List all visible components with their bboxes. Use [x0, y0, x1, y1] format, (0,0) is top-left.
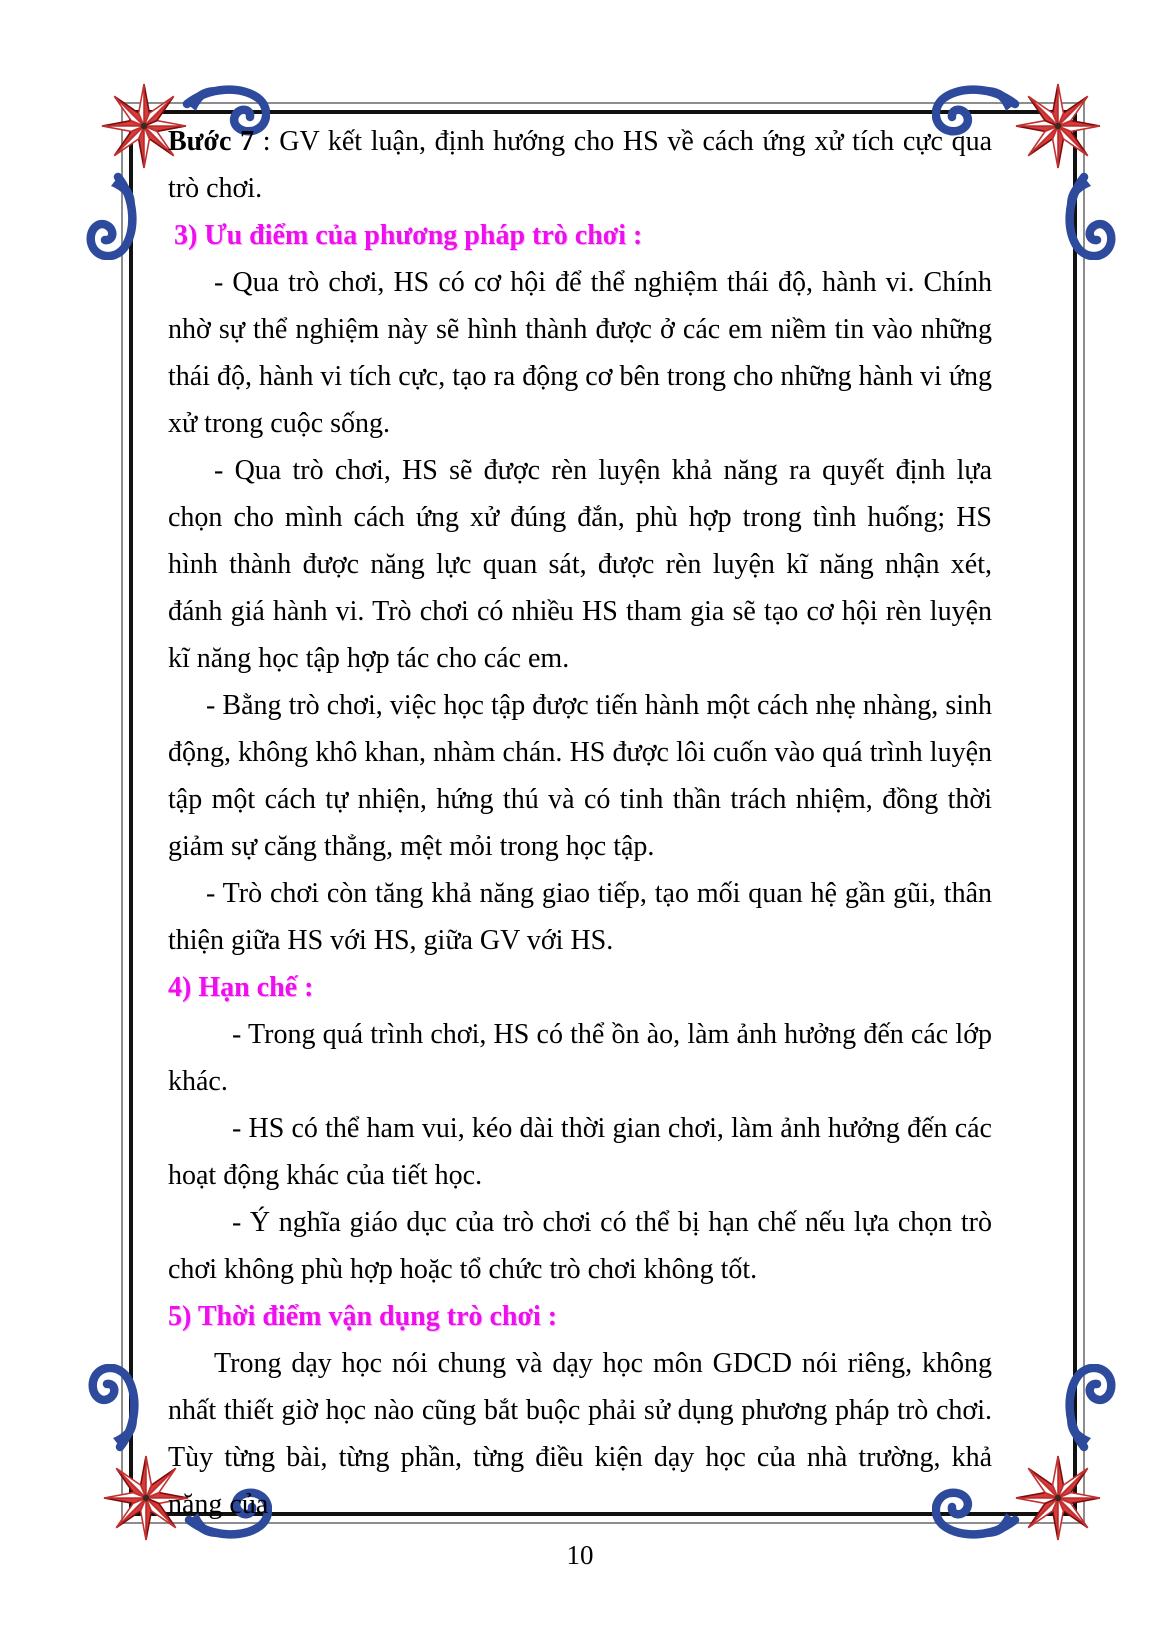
paragraph-uu-diem-1: - Qua trò chơi, HS có cơ hội để thể nghiệm thái độ, hành vi. Chính nhờ sự thể nghiệm này sẽ hình thành được ở các em niềm tin vào những thái độ, hành vi tích cực, tạo ra động cơ bên trong cho những hành vi ứng xử trong cuộc sống.: [168, 267, 992, 439]
floral-scroll-icon: [1067, 177, 1111, 256]
heading-thoi-diem: 5) Thời điểm vận dụng trò chơi :: [168, 1301, 558, 1332]
star-icon: [1016, 84, 1100, 168]
step-label: Bước 7: [168, 126, 255, 157]
paragraph-thoi-diem-1: Trong dạy học nói chung và dạy học môn GDCD nói riêng, không nhất thiết giờ học nào cũng bắt buộc phải sử dụng phương pháp trò chơi. Tùy từng bài, từng phần, từng điều kiện dạy học của nhà trường, khả năng của: [168, 1348, 992, 1520]
paragraph-buoc-7: [168, 118, 992, 212]
floral-scroll-icon: [91, 177, 135, 256]
heading-han-che: 4) Hạn chế :: [168, 972, 314, 1003]
floral-scroll-icon: [1067, 1368, 1111, 1447]
paragraph-han-che-1: - Trong quá trình chơi, HS có thể ồn ào, làm ảnh hưởng đến các lớp khác.: [168, 1019, 992, 1097]
paragraph-uu-diem-3: - Bằng trò chơi, việc học tập được tiến hành một cách nhẹ nhàng, sinh động, không khô khan, nhàm chán. HS được lôi cuốn vào quá trình luyện tập một cách tự nhiện, hứng thú và có tinh thần trách nhiệm, đồng thời giảm sự căng thẳng, mệt mỏi trong học tập.: [168, 690, 992, 862]
heading-uu-diem: 3) Ưu điểm của phương pháp trò chơi :: [174, 220, 643, 251]
page-number: 10: [566, 1540, 594, 1570]
star-icon: [1016, 1456, 1100, 1540]
paragraph-uu-diem-4: - Trò chơi còn tăng khả năng giao tiếp, tạo mối quan hệ gần gũi, thân thiện giữa HS với HS, giữa GV với HS.: [168, 878, 992, 956]
paragraph-uu-diem-2: - Qua trò chơi, HS sẽ được rèn luyện khả năng ra quyết định lựa chọn cho mình cách ứng xử đúng đắn, phù hợp trong tình huống; HS hình thành được năng lực quan sát, được rèn luyện kĩ năng nhận xét, đánh giá hành vi. Trò chơi có nhiều HS tham gia sẽ tạo cơ hội rèn luyện kĩ năng học tập hợp tác cho các em.: [168, 455, 992, 674]
floral-scroll-icon: [93, 1368, 137, 1447]
paragraph-han-che-3: - Ý nghĩa giáo dục của trò chơi có thể bị hạn chế nếu lựa chọn trò chơi không phù hợp hoặc tổ chức trò chơi không tốt.: [168, 1207, 992, 1285]
step-text: : GV kết luận, định hướng cho HS về cách ứng xử tích cực qua trò chơi.: [168, 126, 992, 204]
document-body: [168, 118, 992, 1528]
paragraph-han-che-2: - HS có thể ham vui, kéo dài thời gian chơi, làm ảnh hưởng đến các hoạt động khác của tiết học.: [168, 1113, 992, 1191]
